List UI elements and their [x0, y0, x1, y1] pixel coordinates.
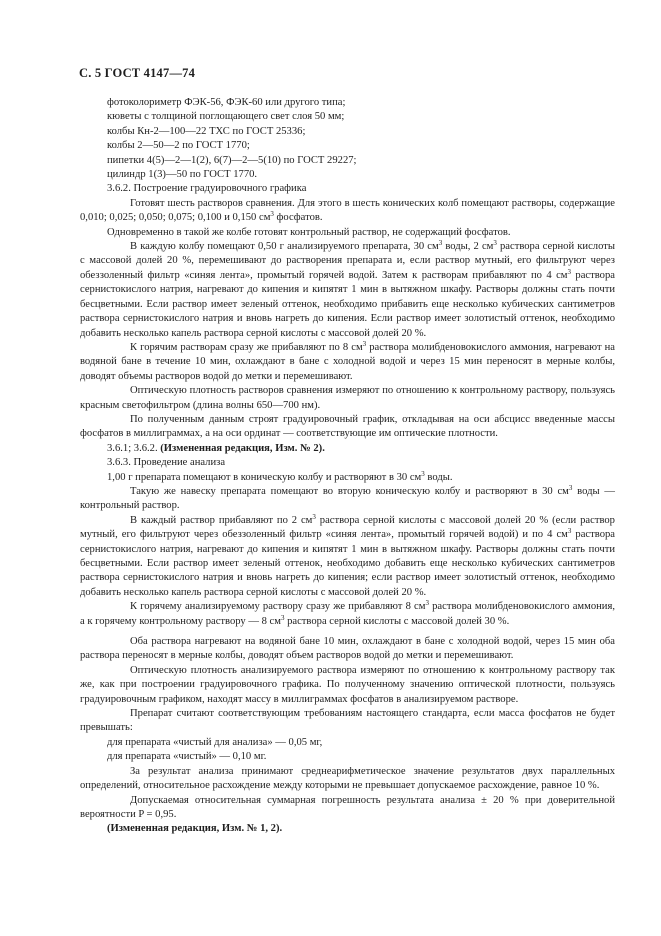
equipment-item: фотоколориметр ФЭК-56, ФЭК-60 или другого типа;: [107, 97, 346, 108]
limit-item: для препарата «чистый» — 0,10 мг.: [107, 751, 267, 763]
paragraph: В каждую колбу помещают 0,50 г анализируемого препарата, 30 $см^3$ воды, 2 $см^3$ раствора серной кислоты с массовой долей 20 %, перемешивают до растворения препарата и, если раствор мутный, его фильтруют через обеззоленный фильтр «синяя лента», промытый горячей водой. Затем к растворам прибавляют по 4 $см^3$ раствора сернистокислого натрия, нагревают до кипения и кипятят 1 мин в вытяжном шкафу. Растворы должны стать почти бесцветными. Если раствор имеет зеленый оттенок, необходимо прибавить еще несколько кубических сантиметров раствора сернистокислого натрия и вновь нагреть до кипения. Если раствор имеет золотистый оттенок, необходимо добавить несколько капель раствора серной кислоты с массовой долей 20 %.: [80, 239, 615, 339]
section-heading-3-6-3: 3.6.3. Проведение анализа: [107, 457, 226, 469]
document-body: [80, 96, 615, 837]
paragraph: Готовят шесть растворов сравнения. Для этого в шесть конических колб помещают растворы, содержащие 0,010; 0,025; 0,050; 0,075; 0,100 и 0,150 $см^3$ фосфатов.: [80, 197, 615, 224]
paragraph: 1,00 г препарата помещают в коническую колбу и растворяют в 30 $см^3$ воды.: [107, 469, 453, 483]
paragraph: Одновременно в такой же колбе готовят контрольный раствор, не содержащий фосфатов.: [107, 226, 511, 238]
section-heading-3-6-2: 3.6.2. Построение градуировочного графика: [107, 183, 307, 195]
amendment-note: 3.6.1; 3.6.2. (Измененная редакция, Изм. № 2).: [107, 442, 325, 454]
paragraph: Оптическую плотность анализируемого раствора измеряют по отношению к контрольному раствору так же, как при построении градуировочного графика. По полученному значению оптической плотности, пользуясь градуировочным графиком, находят массу в миллиграммах фосфатов в анализируемом растворе.: [80, 664, 615, 705]
paragraph: Такую же навеску препарата помещают во вторую коническую колбу и растворяют в 30 $см^3$ воды — контрольный раствор.: [80, 483, 615, 512]
paragraph: По полученным данным строят градуировочный график, откладывая на оси абсцисс введенные массы фосфатов в миллиграммах, а на оси ординат — соответствующие им оптические плотности.: [80, 413, 615, 440]
paragraph: В каждый раствор прибавляют по 2 $см^3$ раствора серной кислоты с массовой долей 20 % (если раствор мутный, его фильтруют через обеззоленный фильтр «синяя лента», промытый горячей водой) и по 4 $см^3$ раствора сернистокислого натрия, нагревают до кипения и кипятят 1 мин в вытяжном шкафу. Растворы должны стать почти бесцветными. Если раствор имеет зеленый оттенок, необходимо добавить еще несколько кубических сантиметров раствора сернистокислого натрия и вновь нагреть до кипения; если раствор имеет золотистый оттенок, необходимо добавить несколько капель раствора серной кислоты с массовой долей 20 %.: [80, 512, 615, 598]
paragraph: Оптическую плотность растворов сравнения измеряют по отношению к контрольному раствору, пользуясь красным светофильтром (длина волны 650—700 нм).: [80, 385, 615, 411]
equipment-item: колбы Кн-2—100—22 ТХС по ГОСТ 25336;: [107, 125, 306, 137]
equipment-item: кюветы с толщиной поглощающего свет слоя 50 мм;: [107, 111, 345, 123]
equipment-list: [107, 96, 615, 182]
limit-item: для препарата «чистый для анализа» — 0,05 мг,: [107, 736, 323, 748]
paragraph: Допускаемая относительная суммарная погрешность результата анализа ± 20 % при доверительной вероятности P = 0,95.: [80, 794, 615, 820]
paragraph: Оба раствора нагревают на водяной бане 10 мин, охлаждают в бане с холодной водой, через 15 мин оба раствора переносят в мерные колбы, доводят объем растворов водой до метки и перемешивают.: [80, 636, 615, 662]
equipment-item: пипетки 4(5)—2—1(2), 6(7)—2—5(10) по ГОСТ 29227;: [107, 154, 357, 166]
page-header: С. 5 ГОСТ 4147—74: [79, 66, 196, 80]
paragraph: За результат анализа принимают среднеарифметическое значение результатов двух параллельных определений, относительное расхождение между которыми не превышает допускаемое расхождение, равное 10 %.: [80, 765, 615, 792]
paragraph: Препарат считают соответствующим требованиям настоящего стандарта, если масса фосфатов не будет превышать:: [80, 708, 615, 734]
paragraph: К горячему анализируемому раствору сразу же прибавляют 8 $см^3$ раствора молибденовокислого аммония, а к горячему контрольному раствору — 8 $см^3$ раствора серной кислоты с массовой долей 30 %.: [80, 599, 615, 627]
equipment-item: цилиндр 1(3)—50 по ГОСТ 1770.: [107, 169, 258, 181]
amendment-note: (Измененная редакция, Изм. № 1, 2).: [107, 823, 283, 835]
equipment-item: колбы 2—50—2 по ГОСТ 1770;: [107, 140, 250, 152]
paragraph: К горячим растворам сразу же прибавляют по 8 $см^3$ раствора молибденовокислого аммония, нагревают на водяной бане в течение 10 мин, охлаждают в бане с холодной водой и через 15 мин переносят в мерные колбы, доводят объемы растворов водой до метки и перемешивают.: [80, 339, 615, 382]
